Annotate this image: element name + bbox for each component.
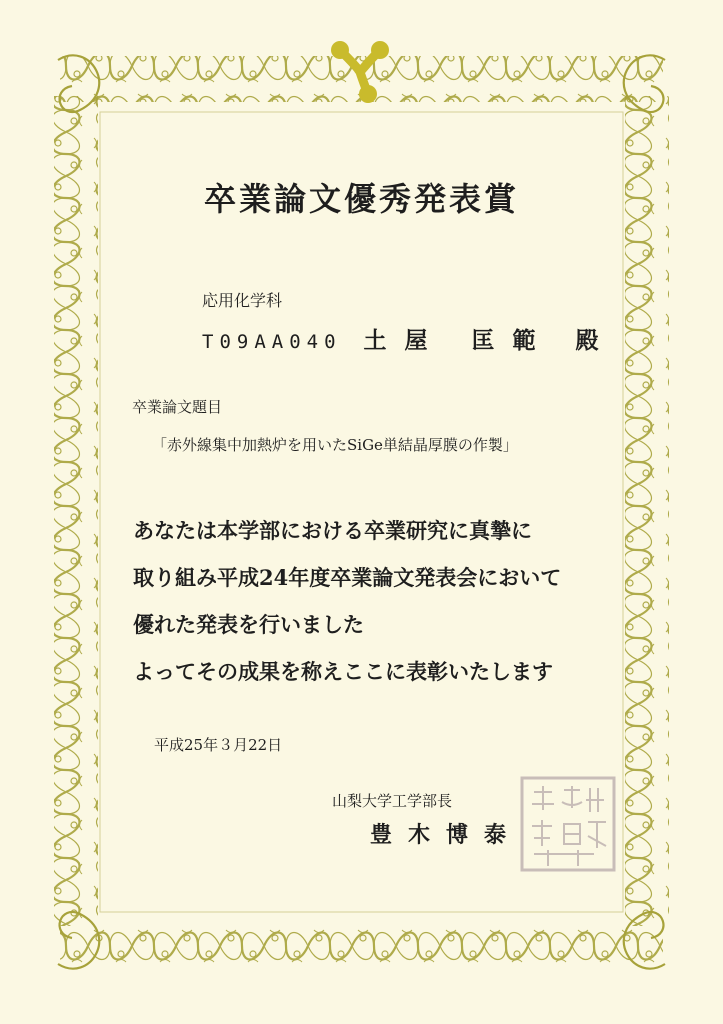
issuer-title: 山梨大学工学部長: [332, 792, 453, 810]
citation-line: よってその成果を称えここに表彰いたします: [133, 659, 553, 684]
issuer-name: 豊木博泰: [370, 822, 523, 848]
student-id: T09AA040: [202, 331, 342, 353]
university-emblem-icon: [322, 38, 402, 108]
citation-line: あなたは本学部における卒業研究に真摯に: [133, 518, 532, 543]
certificate-title: 卒業論文優秀発表賞: [203, 180, 519, 218]
citation-text: [133, 507, 653, 695]
thesis-label: 卒業論文題目: [132, 398, 223, 416]
recipient-name: 土屋 匡範: [363, 327, 554, 354]
citation-line: 取り組み平成24年度卒業論文発表会において: [133, 565, 562, 590]
award-date: 平成25年３月22日: [154, 736, 283, 754]
thesis-title: 「赤外線集中加熱炉を用いたSiGe単結晶厚膜の作製」: [152, 436, 518, 454]
recipient-line: [202, 322, 599, 355]
department: 応用化学科: [202, 291, 283, 310]
honorific: 殿: [575, 327, 599, 354]
official-seal-icon: [518, 774, 618, 874]
citation-line: 優れた発表を行いました: [133, 612, 364, 637]
